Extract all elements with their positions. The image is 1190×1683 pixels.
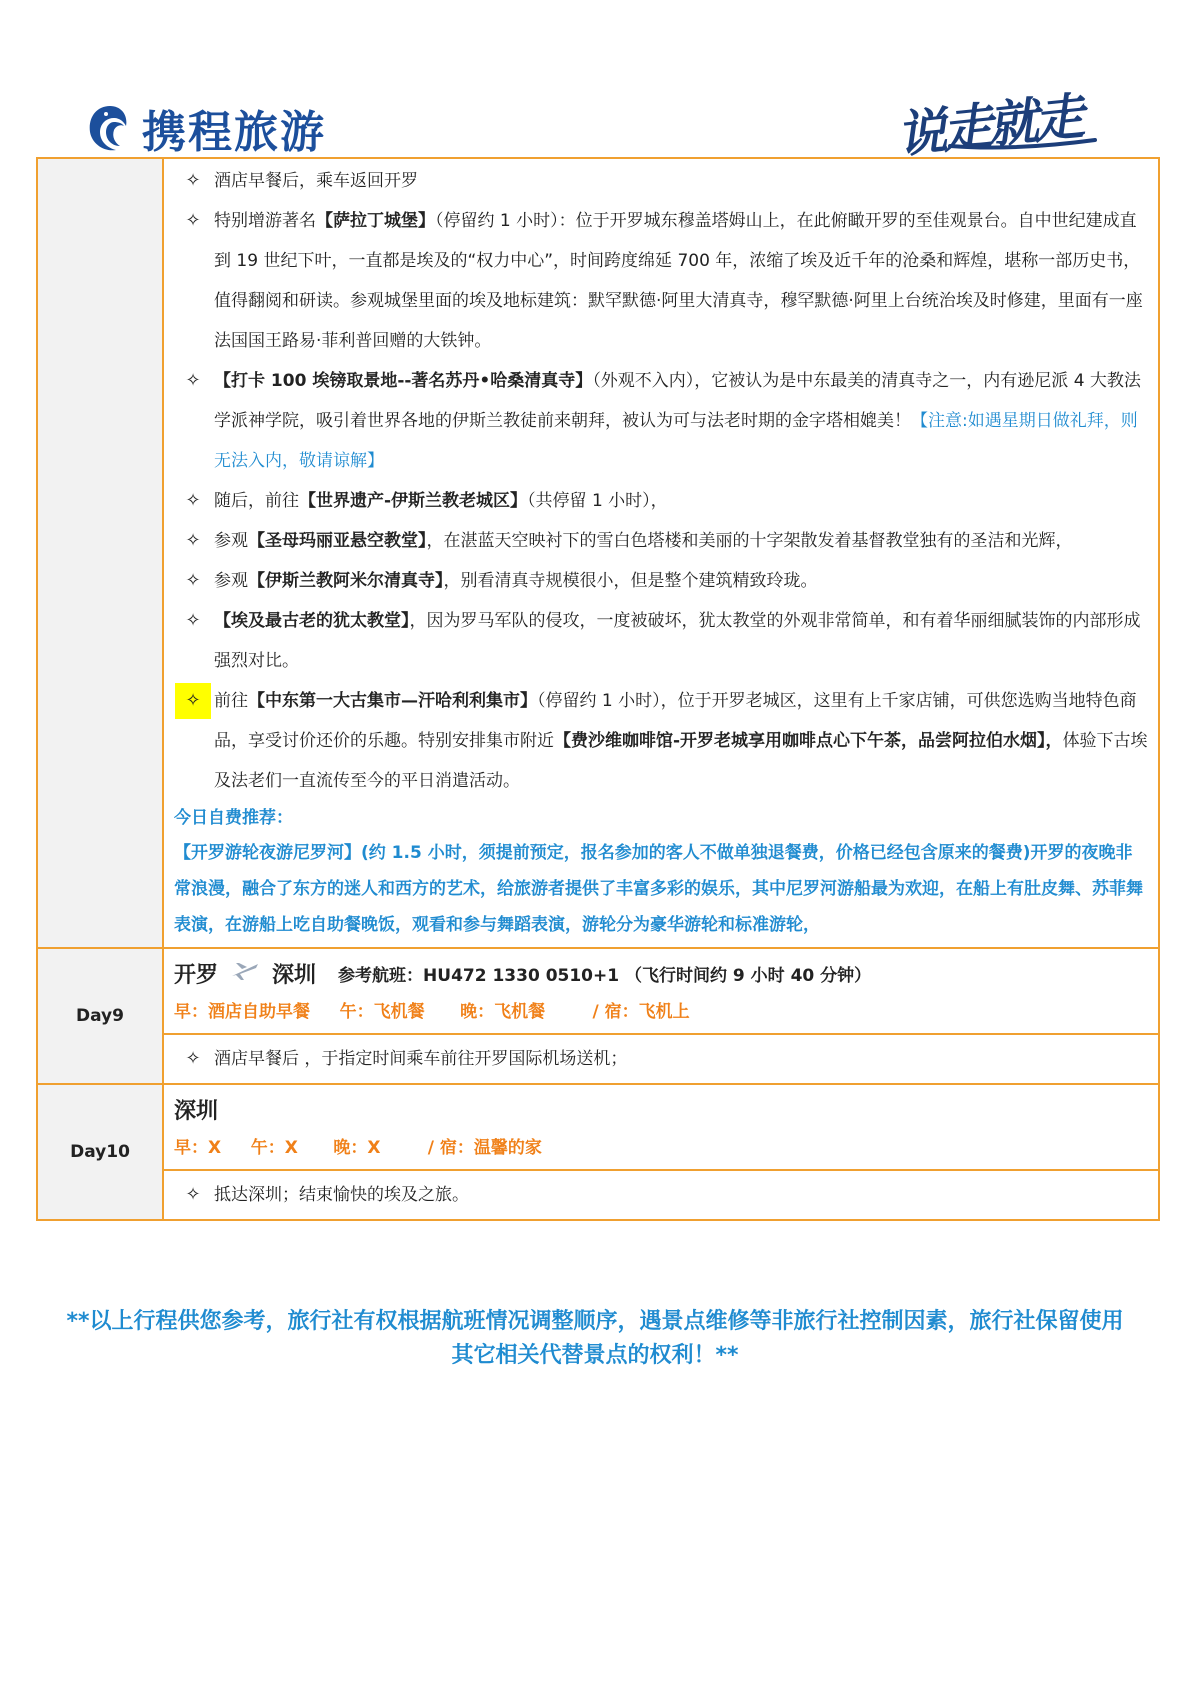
bullet-text: 【打卡 100 埃镑取景地--著名苏丹•哈桑清真寺】	[214, 371, 593, 391]
day10-header	[164, 1085, 1158, 1169]
bullet-text: （外观不入内），它被认为是中东最美的清真寺之一，内有逊尼派 4 大教法学派神学院，吸引着世界各地的伊斯兰教徒前来朝拜，被认为可与法老时期的金字塔相媲美！	[214, 371, 1141, 431]
day10-activities	[164, 1169, 1158, 1219]
bullet-text: ，在湛蓝天空映衬下的雪白色塔楼和美丽的十字架散发着基督教堂独有的圣洁和光辉，	[426, 531, 1073, 551]
day10-label: Day10	[38, 1085, 164, 1219]
slogan-signature	[890, 80, 1100, 165]
bullet-star-icon: ✧	[185, 490, 201, 511]
day9-to: 深圳	[272, 963, 317, 988]
bullet-star-icon: ✧	[185, 610, 201, 631]
slogan-text: 说走就走	[893, 86, 1083, 165]
day10-row	[38, 1083, 1158, 1219]
brand-logo	[84, 100, 326, 156]
day9-row	[38, 947, 1158, 1083]
bullet-text: 【世界遗产-伊斯兰教老城区】	[299, 491, 528, 511]
bullet-text: 【费沙维咖啡馆-开罗老城享用咖啡点心下午茶，品尝阿拉伯水烟】，	[554, 731, 1063, 751]
list-item	[174, 201, 1148, 361]
day9-label: Day9	[38, 949, 164, 1083]
recommend-title: 今日自费推荐：	[174, 808, 293, 828]
bullet-text: 抵达深圳；结束愉快的埃及之旅。	[214, 1185, 469, 1205]
bullet-text: 参观	[214, 571, 248, 591]
dolphin-logo-icon	[84, 102, 136, 154]
bullet-text: ，别看清真寺规模很小，但是整个建筑精致玲珑。	[443, 571, 818, 591]
bullet-star-icon: ✧	[185, 570, 201, 591]
day9-header	[164, 949, 1158, 1033]
bullet-text: 【注意:如遇星期日做礼拜，则无法入内，敬请谅解】	[214, 411, 1138, 471]
bullet-text: 【伊斯兰教阿米尔清真寺】	[248, 571, 444, 591]
bullet-text: 【萨拉丁城堡】	[316, 211, 435, 231]
bullet-text: 参观	[214, 531, 248, 551]
recommend-body: 【开罗游轮夜游尼罗河】(约 1.5 小时，须提前预定，报名参加的客人不做单独退餐费，价格已经包含原来的餐费)开罗的夜晚非常浪漫，融合了东方的迷人和西方的艺术，给旅游者提供了丰富多彩的娱乐，其中尼罗河游船最为欢迎，在船上有肚皮舞、苏菲舞表演，在游船上吃自助餐晚饭，观看和参与舞蹈表演，游轮分为豪华游轮和标准游轮，	[174, 843, 1143, 935]
bullet-text: 前往	[214, 691, 248, 711]
day10-meals: 早：X 午：X 晚：X / 宿：温馨的家	[174, 1138, 542, 1158]
bullet-star-icon: ✧	[185, 370, 201, 391]
bullet-text: 特别增游著名	[214, 211, 316, 231]
list-item	[174, 521, 1148, 561]
list-item	[174, 561, 1148, 601]
list-item	[174, 1039, 1148, 1079]
list-item	[174, 681, 1148, 801]
day9-from: 开罗	[174, 963, 219, 988]
bullet-text: 【中东第一大古集市—汗哈利利集市】	[248, 691, 537, 711]
bullet-text: （停留约 1 小时）：位于开罗城东穆盖塔姆山上，在此俯瞰开罗的至佳观景台。自中世纪建成直到 19 世纪下叶，一直都是埃及的“权力中心”，时间跨度绵延 700 年，浓缩了埃及近千年的沧桑和辉煌，堪称一部历史书，值得翻阅和研读。参观城堡里面的埃及地标建筑：默罕默德·阿里大清真寺，穆罕默德·阿里上台统治埃及时修建，里面有一座法国国王路易·菲利普回赠的大铁钟。	[214, 211, 1143, 351]
list-item	[174, 361, 1148, 481]
bullet-text: 【埃及最古老的犹太教堂】	[214, 611, 410, 631]
day8-activities	[164, 159, 1158, 947]
bullet-star-icon: ✧	[185, 210, 201, 231]
day10-city: 深圳	[174, 1099, 219, 1124]
day9-meals: 早：酒店自助早餐 午：飞机餐 晚：飞机餐 / 宿：飞机上	[174, 1002, 690, 1022]
list-item	[174, 601, 1148, 681]
bullet-text: （停留约 1 小时），位于开罗老城区，这里有上千家店铺，可供您选购当地特色商品，享受讨价还价的乐趣。特别安排集市附近	[214, 691, 1137, 751]
itinerary-table	[36, 157, 1160, 1221]
bullet-text: 酒店早餐后 ，于指定时间乘车前往开罗国际机场送机；	[214, 1049, 628, 1069]
day8-bullet-list	[174, 161, 1148, 801]
day8-row	[38, 159, 1158, 947]
day10-bullet-list	[174, 1175, 1148, 1215]
bullet-text: ，因为罗马军队的侵攻，一度被破坏，犹太教堂的外观非常简单，和有着华丽细腻装饰的内部形成强烈对比。	[214, 611, 1141, 671]
bullet-star-icon: ✧	[185, 170, 201, 191]
bullet-star-icon: ✧	[185, 530, 201, 551]
bullet-star-icon: ✧	[185, 1184, 201, 1205]
bullet-text: 【圣母玛丽亚悬空教堂】	[248, 531, 427, 551]
list-item	[174, 481, 1148, 521]
footer-note: **以上行程供您参考，旅行社有权根据航班情况调整顺序，遇景点维修等非旅行社控制因素，旅行社保留使用其它相关代替景点的权利！**	[66, 1309, 1124, 1368]
day9-activities	[164, 1033, 1158, 1083]
day9-route	[174, 957, 1148, 995]
airplane-icon	[230, 957, 260, 995]
day10-route	[174, 1093, 1148, 1131]
day9-flight-ref: 参考航班：HU472 1330 0510+1 （飞行时间约 9 小时 40 分钟）	[338, 966, 872, 986]
day8-label-cell	[38, 159, 164, 947]
slogan-underline-icon	[890, 80, 1100, 160]
day8-content	[164, 159, 1158, 947]
day9-content	[164, 949, 1158, 1083]
bullet-text: 酒店早餐后，乘车返回开罗	[214, 171, 418, 191]
brand-logo-text: 携程旅游	[142, 107, 326, 158]
day9-bullet-list	[174, 1039, 1148, 1079]
day10-content	[164, 1085, 1158, 1219]
bullet-star-icon: ✧	[185, 1048, 201, 1069]
bullet-text: 随后，前往	[214, 491, 299, 511]
list-item	[174, 1175, 1148, 1215]
list-item	[174, 161, 1148, 201]
page-header	[0, 0, 1190, 165]
bullet-text: 体验下古埃及法老们一直流传至今的平日消遣活动。	[214, 731, 1148, 791]
bullet-text: （共停留 1 小时），	[527, 491, 668, 511]
bullet-star-icon: ✧	[175, 683, 211, 719]
